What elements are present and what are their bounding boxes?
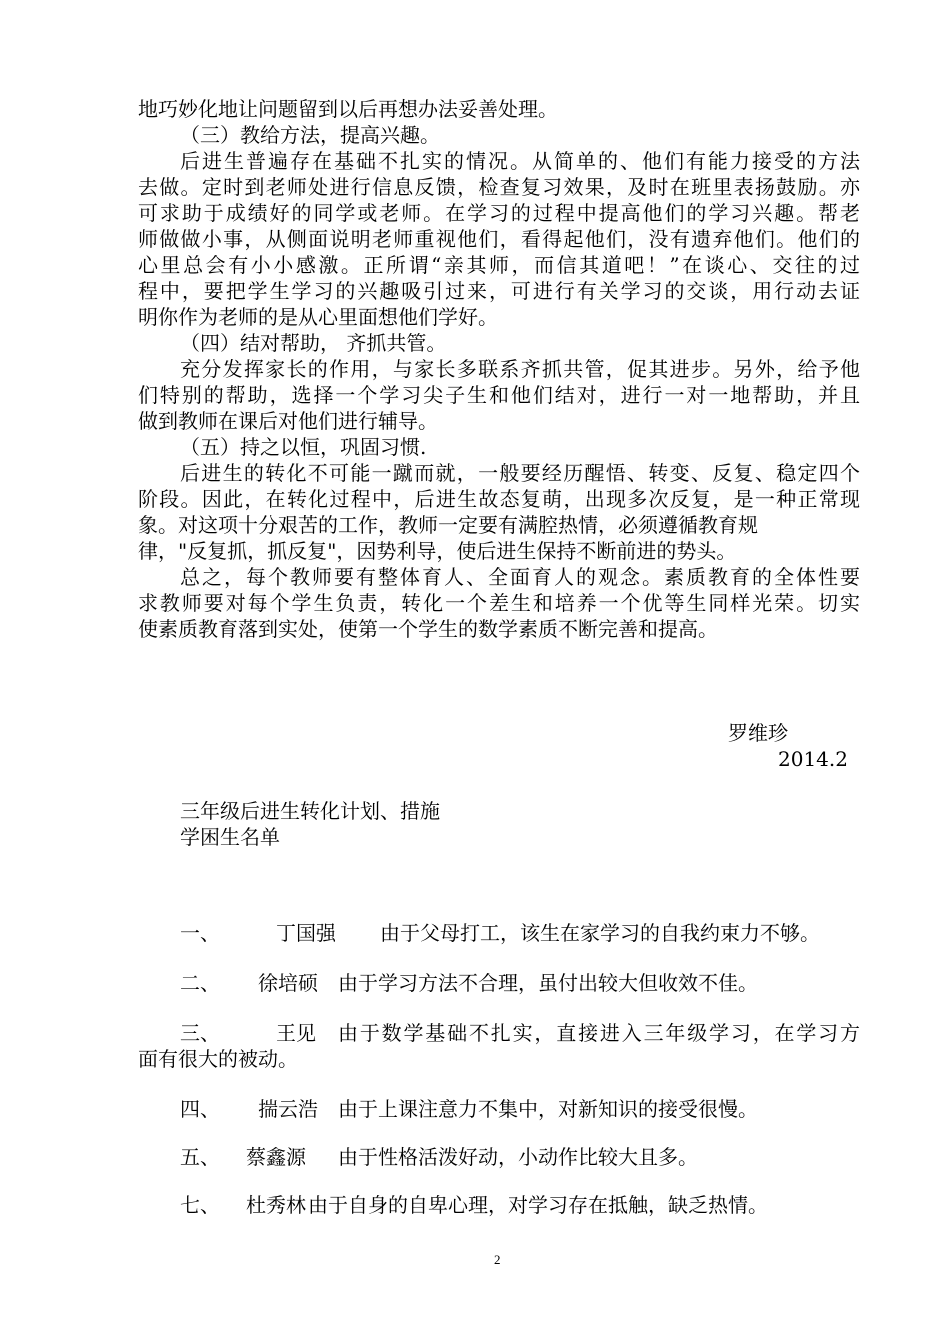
body-line: 后进生普遍存在基础不扎实的情况。从简单的、他们有能力接受的方法 — [180, 149, 860, 173]
body-line: 阶段。因此，在转化过程中，后进生故态复萌，出现多次反复，是一种正常现 — [138, 487, 860, 511]
body-line: 充分发挥家长的作用，与家长多联系齐抓共管，促其进步。另外，给予他 — [180, 357, 860, 381]
student-reason: 由于上课注意力不集中，对新知识的接受很慢。 — [338, 1097, 758, 1121]
body-line: 总之，每个教师要有整体育人、全面育人的观念。素质教育的全体性要 — [180, 565, 860, 589]
body-line: 做到教师在课后对他们进行辅导。 — [138, 409, 438, 433]
page-number: 2 — [494, 1252, 501, 1267]
body-line: 可求助于成绩好的同学或老师。在学习的过程中提高他们的学习兴趣。帮老 — [138, 201, 860, 225]
body-line: 地巧妙化地让问题留到以后再想办法妥善处理。 — [138, 97, 558, 121]
author-date: 2014.2 — [778, 747, 848, 771]
item-number: 七、 — [180, 1193, 220, 1217]
student-name: 揣云浩 — [258, 1097, 318, 1121]
list-title: 学困生名单 — [180, 825, 280, 849]
section-heading-4: （四）结对帮助， 齐抓共管。 — [180, 331, 447, 355]
student-name: 杜秀林 — [246, 1193, 306, 1217]
student-name: 丁国强 — [276, 921, 336, 945]
student-reason-cont: 面有很大的被动。 — [138, 1047, 298, 1071]
student-reason: 由于数学基础不扎实，直接进入三年级学习，在学习方 — [338, 1021, 860, 1045]
author-name: 罗维珍 — [728, 721, 788, 745]
plan-title: 三年级后进生转化计划、措施 — [180, 799, 440, 823]
body-line: 程中，要把学生学习的兴趣吸引过来，可进行有关学习的交谈，用行动去证 — [138, 279, 860, 303]
body-line: 心里总会有小小感激。正所谓“亲其师，而信其道吧！”在谈心、交往的过 — [138, 253, 860, 277]
student-reason: 由于性格活泼好动，小动作比较大且多。 — [338, 1145, 698, 1169]
student-reason: 由于自身的自卑心理，对学习存在抵触，缺乏热情。 — [308, 1193, 768, 1217]
section-heading-5: （五）持之以恒，巩固习惯. — [180, 435, 427, 459]
body-line: 使素质教育落到实处，使第一个学生的数学素质不断完善和提高。 — [138, 617, 718, 641]
student-name: 徐培硕 — [258, 971, 318, 995]
body-line: 去做。定时到老师处进行信息反馈，检查复习效果，及时在班里表扬鼓励。亦 — [138, 175, 860, 199]
body-line: 们特别的帮助，选择一个学习尖子生和他们结对，进行一对一地帮助，并且 — [138, 383, 860, 407]
body-line: 象。对这项十分艰苦的工作，教师一定要有满腔热情，必须遵循教育规 — [138, 513, 758, 537]
student-reason: 由于学习方法不合理，虽付出较大但收效不佳。 — [338, 971, 758, 995]
student-name: 王见 — [276, 1021, 316, 1045]
student-name: 蔡鑫源 — [246, 1145, 306, 1169]
item-number: 五、 — [180, 1145, 220, 1169]
section-heading-3: （三）教给方法，提高兴趣。 — [180, 123, 440, 147]
body-line: 师做做小事，从侧面说明老师重视他们，看得起他们，没有遗弃他们。他们的 — [138, 227, 860, 251]
body-line: 明你作为老师的是从心里面想他们学好。 — [138, 305, 498, 329]
body-line: 后进生的转化不可能一蹴而就，一般要经历醒悟、转变、反复、稳定四个 — [180, 461, 860, 485]
item-number: 二、 — [180, 971, 220, 995]
student-reason: 由于父母打工，该生在家学习的自我约束力不够。 — [380, 921, 820, 945]
item-number: 三、 — [180, 1021, 220, 1045]
item-number: 四、 — [180, 1097, 220, 1121]
item-number: 一、 — [180, 921, 220, 945]
body-line: 求教师要对每个学生负责，转化一个差生和培养一个优等生同样光荣。切实 — [138, 591, 860, 615]
body-line: 律，"反复抓，抓反复"，因势利导，使后进生保持不断前进的势头。 — [138, 539, 737, 563]
